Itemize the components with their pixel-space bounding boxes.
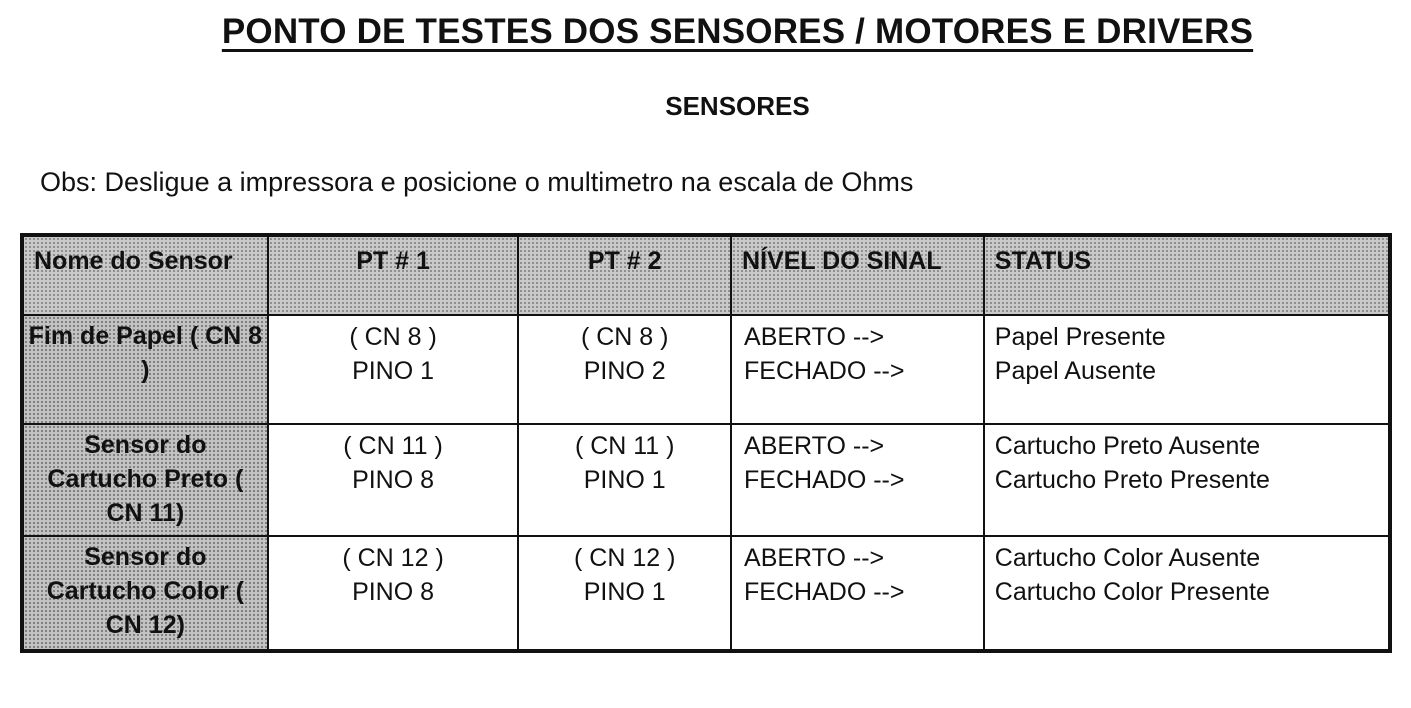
pt1-pin: PINO 1 (352, 357, 435, 385)
pt2-pin: PINO 1 (583, 466, 666, 494)
table-row (22, 536, 1390, 651)
pt1-pin: PINO 8 (352, 578, 435, 606)
level-closed: FECHADO --> (744, 466, 905, 494)
level-closed: FECHADO --> (744, 578, 905, 606)
header-signal-level: NÍVEL DO SINAL (731, 235, 984, 315)
header-pt1: PT # 1 (268, 235, 519, 315)
pt2-pin: PINO 2 (583, 357, 666, 385)
pt2-cell (518, 315, 731, 424)
table-row (22, 315, 1390, 424)
level-closed: FECHADO --> (744, 357, 905, 385)
level-open: ABERTO --> (744, 432, 885, 460)
pt2-cell (518, 536, 731, 651)
signal-level-cell (731, 424, 984, 536)
level-open: ABERTO --> (744, 544, 885, 572)
header-sensor-name: Nome do Sensor (22, 235, 268, 315)
pt1-cell (268, 424, 519, 536)
header-status: STATUS (984, 235, 1390, 315)
pt2-connector: ( CN 8 ) (580, 323, 669, 351)
status-cell (984, 315, 1390, 424)
sensor-test-table (20, 233, 1392, 653)
pt2-pin: PINO 1 (583, 578, 666, 606)
status-closed: Cartucho Preto Presente (994, 466, 1270, 494)
pt1-connector: ( CN 8 ) (349, 323, 437, 351)
table-header-row (22, 235, 1390, 315)
pt2-connector: ( CN 11 ) (574, 432, 675, 460)
pt2-connector: ( CN 12 ) (574, 544, 676, 572)
sensor-name-cell: Sensor do Cartucho Color ( CN 12) (22, 536, 268, 651)
status-open: Papel Presente (994, 323, 1166, 351)
level-open: ABERTO --> (744, 323, 885, 351)
status-closed: Cartucho Color Presente (994, 578, 1270, 606)
status-cell (984, 536, 1390, 651)
sensor-name-cell: Fim de Papel ( CN 8 ) (22, 315, 268, 424)
sensor-name-cell: Sensor do Cartucho Preto ( CN 11) (22, 424, 268, 536)
pt1-pin: PINO 8 (352, 466, 435, 494)
pt1-connector: ( CN 12 ) (342, 544, 444, 572)
header-pt2: PT # 2 (518, 235, 731, 315)
section-subtitle: SENSORES (665, 91, 810, 121)
page-title: PONTO DE TESTES DOS SENSORES / MOTORES E DRIVERS (221, 12, 1254, 51)
pt2-cell (518, 424, 731, 536)
status-open: Cartucho Color Ausente (994, 544, 1261, 572)
signal-level-cell (731, 315, 984, 424)
status-cell (984, 424, 1390, 536)
status-closed: Papel Ausente (994, 357, 1157, 385)
pt1-connector: ( CN 11 ) (343, 432, 443, 460)
pt1-cell (268, 536, 519, 651)
signal-level-cell (731, 536, 984, 651)
table-row (22, 424, 1390, 536)
pt1-cell (268, 315, 519, 424)
observation-note: Obs: Desligue a impressora e posicione o multimetro na escala de Ohms (40, 167, 914, 197)
status-open: Cartucho Preto Ausente (994, 432, 1261, 460)
